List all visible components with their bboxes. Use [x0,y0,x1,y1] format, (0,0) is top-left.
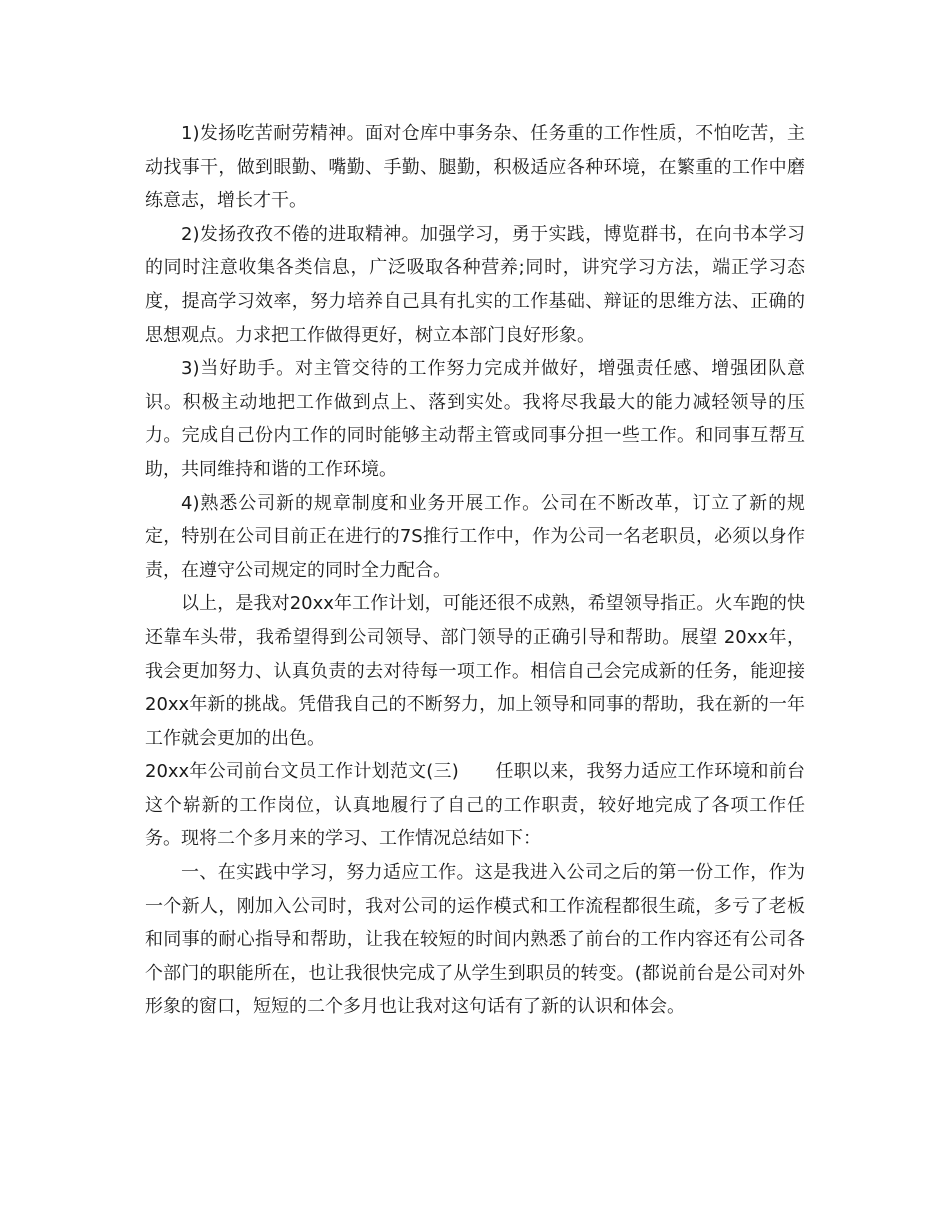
paragraph-item-3: 3)当好助手。对主管交待的工作努力完成并做好，增强责任感、增强团队意识。积极主动地把工作做到点上、落到实处。我将尽我最大的能力减轻领导的压力。完成自己份内工作的同时能够主动帮主管或同事分担一些工作。和同事互帮互助，共同维持和谐的工作环境。 [145,358,805,480]
paragraph-section-one: 一、在实践中学习，努力适应工作。这是我进入公司之后的第一份工作，作为一个新人，刚加入公司时，我对公司的运作模式和工作流程都很生疏，多亏了老板和同事的耐心指导和帮助，让我在较短的时间内熟悉了前台的工作内容还有公司各个部门的职能所在，也让我很快完成了从学生到职员的转变。(都说前台是公司对外形象的窗口，短短的二个多月也让我对这句话有了新的认识和体会。 [145,862,805,1018]
paragraph-item-1: 1)发扬吃苦耐劳精神。面对仓库中事务杂、任务重的工作性质，不怕吃苦，主动找事干，做到眼勤、嘴勤、手勤、腿勤，积极适应各种环境，在繁重的工作中磨练意志，增长才干。 [145,123,805,212]
paragraph-section-heading: 20xx年公司前台文员工作计划范文(三) 任职以来，我努力适应工作环境和前台这个崭新的工作岗位，认真地履行了自己的工作职责，较好地完成了各项工作任务。现将二个多月来的学习、工作情况总结如下： [145,761,805,850]
paragraph-item-2: 2)发扬孜孜不倦的进取精神。加强学习，勇于实践，博览群书，在向书本学习的同时注意收集各类信息，广泛吸取各种营养;同时，讲究学习方法，端正学习态度，提高学习效率，努力培养自己具有扎实的工作基础、辩证的思维方法、正确的思想观点。力求把工作做得更好，树立本部门良好形象。 [145,223,805,346]
document-body [145,117,805,1024]
paragraph-item-4: 4)熟悉公司新的规章制度和业务开展工作。公司在不断改革，订立了新的规定，特别在公司目前正在进行的7S推行工作中，作为公司一名老职员，必须以身作责，在遵守公司规定的同时全力配合。 [145,492,805,581]
paragraph-summary: 以上，是我对20xx年工作计划，可能还很不成熟，希望领导指正。火车跑的快还靠车头带，我希望得到公司领导、部门领导的正确引导和帮助。展望 20xx年，我会更加努力、认真负责的去对待每一项工作。相信自己会完成新的任务，能迎接20xx年新的挑战。凭借我自己的不断努力，加上领导和同事的帮助，我在新的一年工作就会更加的出色。 [145,593,805,749]
